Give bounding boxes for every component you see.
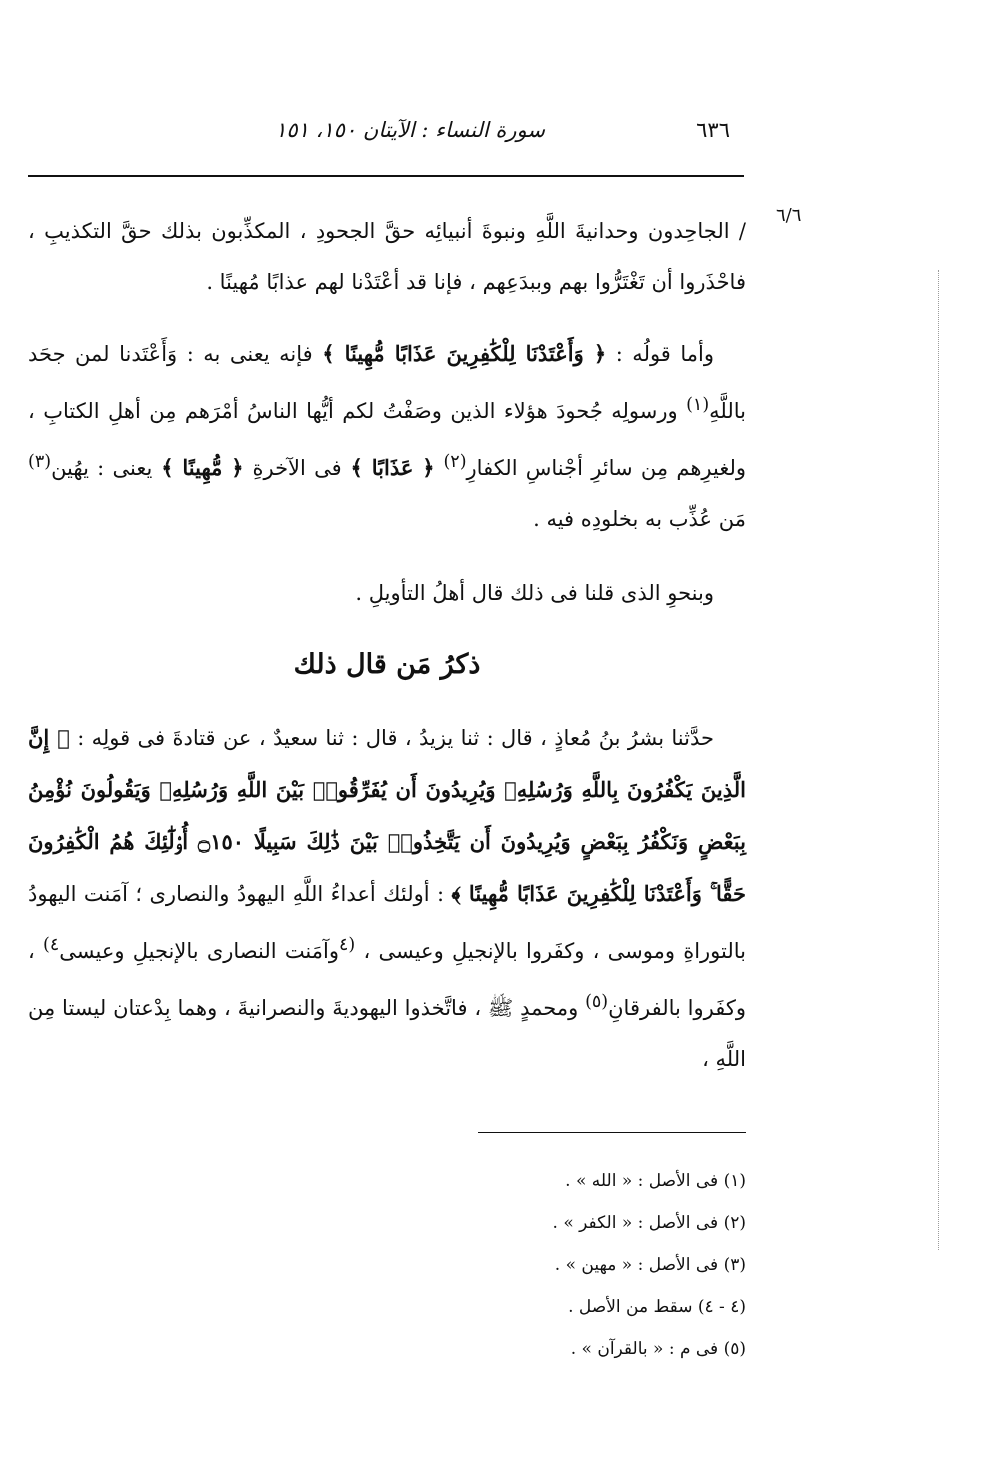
running-title: سورة النساء : الآيتان ١٥٠، ١٥١ <box>275 118 545 142</box>
footnote-rule <box>478 1132 746 1133</box>
footnote-1: (١) فى الأصل : « الله » . <box>565 1171 746 1191</box>
paragraph-5-text <box>28 712 746 1085</box>
footnote-4: (٤ - ٤) سقط من الأصل . <box>568 1297 746 1317</box>
footnote-ref-5: (٥) <box>585 992 609 1012</box>
footnote-ref-1: (١) <box>686 395 710 415</box>
footnote-ref-3: (٣) <box>28 452 52 472</box>
footnote-3: (٣) فى الأصل : « مهين » . <box>554 1255 746 1275</box>
p2-text-b: فإنه يعنى به : وَأَعْتَدنا لمن جحَد باللَّهِ <box>28 342 746 423</box>
paragraph-1-text: / الجاحِدون وحدانيةَ اللَّهِ ونبوةَ أنبيائِه حقَّ الجحودِ ، المكذِّبون بذلك حقَّ التكذيبِ ، فاحْذَروا أن تَغْتَرُّوا بهم وببدَعِهم ، فإنا قد أعْتَدْنا لهم عذابًا مُهينًا . <box>28 219 746 294</box>
footnote-ref-4-end: ٤) <box>43 935 60 955</box>
paragraph-2-text <box>28 328 746 545</box>
margin-marker: ٦/٦ <box>776 205 802 226</box>
header-rule <box>28 175 744 177</box>
p2-text-f: مَن عُذِّب به بخلودِه فيه . <box>533 507 746 531</box>
paragraph-5 <box>28 712 746 1085</box>
p5-text-b: : أولئك أعداءُ اللَّهِ اليهودُ والنصارى ؛ آمَنت اليهودُ بالتوراةِ وموسى ، وكفَروا بالإنجيلِ وعيسى ، <box>28 882 746 963</box>
p5-text-d: ، وكفَروا بالفرقانِ <box>28 939 746 1020</box>
p5-text-a: حدَّثنا بشرُ بنُ مُعاذٍ ، قال : ثنا يزيدُ ، قال : ثنا سعيدٌ ، عن قتادةَ فى قولِه : <box>69 726 714 750</box>
p2-text-e: يعنى : يهُين <box>51 456 153 480</box>
p2-text-a: وأما قولُه : <box>606 342 714 366</box>
paragraph-3 <box>28 568 746 619</box>
paragraph-2 <box>28 328 746 545</box>
p5-text-c: وآمَنت النصارى بالإنجيلِ وعيسى <box>59 939 339 963</box>
footnote-5: (٥) فى م : « بالقرآن » . <box>570 1339 746 1359</box>
footnote-ref-2: (٢) <box>443 452 467 472</box>
footnote-ref-4-start: (٤ <box>339 935 356 955</box>
running-header <box>230 118 730 154</box>
quran-quote-2: ﴿ عَذَابًا ﴾ <box>341 455 444 480</box>
page-number: ٦٣٦ <box>696 118 730 142</box>
p2-text-d: فى الآخرةِ <box>252 456 342 480</box>
footnote-2: (٢) فى الأصل : « الكفر » . <box>552 1213 746 1233</box>
paragraph-1 <box>28 206 746 308</box>
quran-quote-1: ﴿ وَأَعْتَدْنَا لِلْكَٰفِرِينَ عَذَابًا مُّهِينًا ﴾ <box>322 341 607 366</box>
quran-verses-150-151: ﴿ إِنَّ الَّذِينَ يَكْفُرُونَ بِاللَّهِ وَرُسُلِهِۦ وَيُرِيدُونَ أَن يُفَرِّقُوا۟ بَيْنَ اللَّهِ وَرُسُلِهِۦ وَيَقُولُونَ نُؤْمِنُ بِبَعْضٍ وَنَكْفُرُ بِبَعْضٍ وَيُرِيدُونَ أَن يَتَّخِذُوا۟ بَيْنَ ذَٰلِكَ سَبِيلًا ۝١٥٠ أُو۟لَٰٓئِكَ هُمُ الْكَٰفِرُونَ حَقًّا ۚ وَأَعْتَدْنَا لِلْكَٰفِرِينَ عَذَابًا مُّهِينًا ﴾ <box>28 725 746 906</box>
section-heading: ذكرُ مَن قال ذلك <box>293 649 481 680</box>
page-edge <box>938 270 939 1250</box>
quran-quote-3: ﴿ مُّهِينًا ﴾ <box>152 455 253 480</box>
p2-text-c: ورسولِه جُحودَ هؤلاء الذين وصَفْتُ لكم أيُّها الناسُ أمْرَهم مِن أهلِ الكتابِ ، ولغيرِهم مِن سائرِ أجْناسِ الكفارِ <box>28 399 747 480</box>
footnotes <box>28 1160 746 1370</box>
p5-text-e: ومحمدٍ ﷺ ، فاتَّخذوا اليهوديةَ والنصرانيةَ ، وهما بِدْعتان ليستا مِن اللَّهِ ، <box>28 996 746 1071</box>
paragraph-3-text: وبنحوِ الذى قلنا فى ذلك قال أهلُ التأويلِ . <box>355 581 714 605</box>
